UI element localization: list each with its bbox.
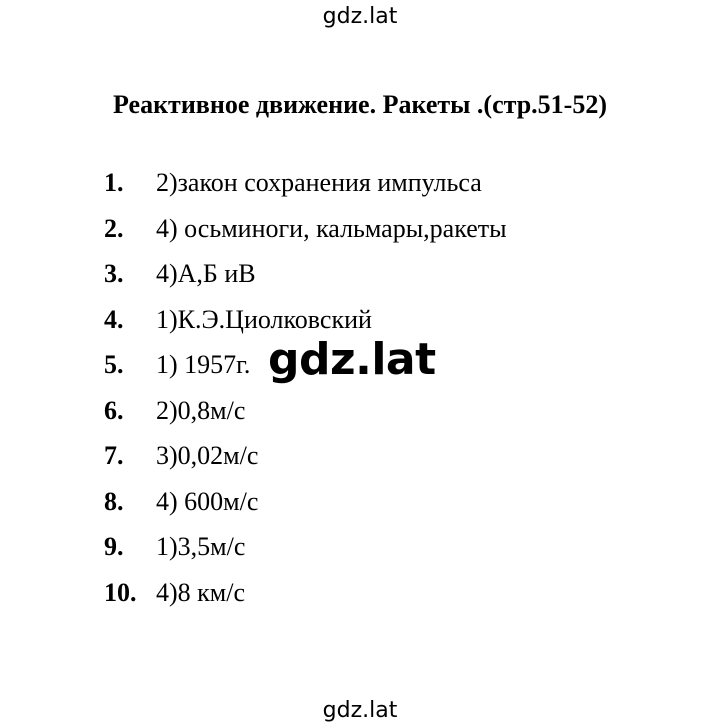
answer-text: 2)закон сохранения импульса: [156, 168, 482, 197]
answer-text: 1)К.Э.Циолковский: [156, 304, 372, 334]
answer-number: 10.: [104, 577, 137, 607]
watermark-top: gdz.lat: [322, 4, 398, 29]
page-title: Реактивное движение. Ракеты .(стр.51-52): [113, 90, 607, 119]
answer-text: 1)3,5м/с: [156, 532, 246, 561]
answer-number: 6.: [104, 395, 124, 425]
answer-item: [104, 570, 507, 616]
answer-number: 7.: [104, 441, 124, 470]
answer-number: 3.: [104, 259, 124, 288]
answer-text: 3)0,02м/с: [156, 441, 259, 470]
answer-number: 9.: [104, 532, 124, 561]
answer-number: 5.: [104, 350, 124, 379]
answer-list: [104, 160, 507, 615]
answer-text: 4) 600м/с: [156, 486, 259, 516]
answer-item: [104, 524, 507, 570]
answer-item: [104, 160, 507, 206]
answer-item: [104, 251, 507, 297]
answer-item: [104, 206, 507, 252]
answer-text: 4)8 км/с: [156, 577, 246, 607]
answer-text: 4)А,Б иВ: [156, 259, 256, 288]
answer-number: 8.: [104, 486, 124, 516]
watermark-bottom: gdz.lat: [322, 698, 398, 723]
answer-item: [104, 388, 507, 434]
answer-number: 4.: [104, 304, 124, 334]
answer-text: 4) осьминоги, кальмары,ракеты: [156, 213, 507, 243]
watermark-center: gdz.lat: [268, 334, 436, 385]
answer-text: 1) 1957г.: [156, 350, 251, 379]
answer-number: 1.: [104, 168, 124, 197]
answer-number: 2.: [104, 213, 124, 243]
answer-text: 2)0,8м/с: [156, 395, 246, 425]
answer-item: [104, 479, 507, 525]
answer-item: [104, 433, 507, 479]
